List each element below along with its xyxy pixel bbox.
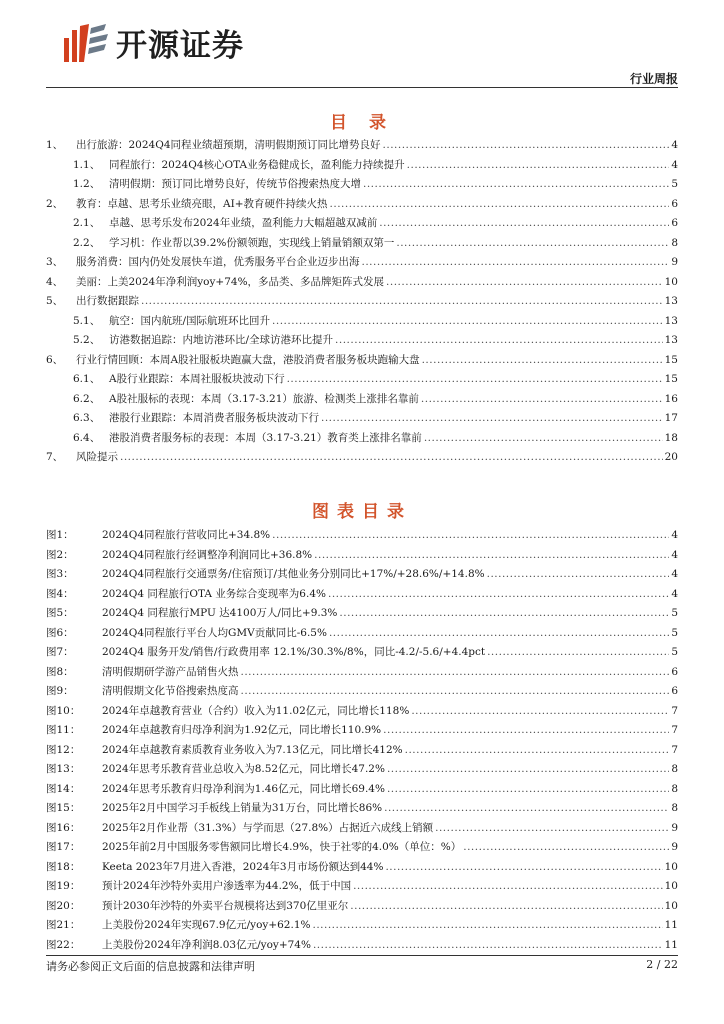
- entry-page: 4: [671, 158, 678, 171]
- entry-page: 8: [671, 802, 678, 814]
- entry-number: 1.1、: [73, 158, 101, 171]
- entry-page: 15: [664, 373, 678, 385]
- entry-title: 服务消费：国内仍处发展快车道，优秀服务平台企业迈步出海: [76, 256, 360, 268]
- kaiyuan-logo-icon: [62, 22, 110, 64]
- entry-title: 2024年思考乐教育营业总收入为8.52亿元，同比增长47.2%: [102, 763, 385, 775]
- entry-page: 13: [664, 334, 678, 346]
- dot-leader: [328, 588, 669, 600]
- entry-number: 图6：: [46, 626, 74, 639]
- page-indicator: 2 / 22: [646, 958, 678, 971]
- entry-title: 出行旅游：2024Q4同程业绩超预期，清明假期预订同比增势良好: [76, 139, 381, 151]
- entry-page: 8: [671, 236, 678, 249]
- entry-page: 10: [664, 860, 678, 873]
- entry-title: 卓越、思考乐发布2024年业绩，盈利能力大幅超越双减前: [109, 217, 378, 229]
- figure-entry[interactable]: [46, 937, 678, 957]
- entry-title: 上美股份2024年实现67.9亿元/yoy+62.1%: [102, 919, 311, 931]
- entry-title: 2024Q4 同程旅行MPU 达4100万人/同比+9.3%: [102, 607, 338, 619]
- toc-entry[interactable]: [46, 274, 678, 294]
- toc-title: 目 录: [330, 113, 394, 133]
- entry-number: 2.1、: [73, 217, 101, 229]
- entry-page: 20: [664, 451, 678, 463]
- dot-leader: [272, 315, 663, 327]
- figure-entry[interactable]: [46, 586, 678, 606]
- dot-leader: [384, 802, 669, 814]
- figure-entry[interactable]: [46, 547, 678, 567]
- toc-entry[interactable]: [46, 371, 678, 391]
- toc-entry[interactable]: [46, 157, 678, 177]
- entry-number: 图21：: [46, 919, 81, 931]
- entry-page: 8: [671, 782, 678, 795]
- toc-entry[interactable]: [46, 430, 678, 450]
- dot-leader: [435, 822, 669, 834]
- dot-leader: [396, 237, 669, 249]
- figure-entry[interactable]: [46, 644, 678, 664]
- entry-title: 2025年前2月中国服务零售额同比增长4.9%，快于社零的4.0%（单位：%）: [102, 841, 462, 853]
- figure-list-title: 图表目录: [312, 502, 412, 522]
- entry-title: Keeta 2023年7月进入香港，2024年3月市场份额达到44%: [102, 860, 384, 873]
- figure-entry[interactable]: [46, 722, 678, 742]
- entry-number: 图11：: [46, 724, 81, 736]
- footer-divider: [46, 955, 678, 956]
- dot-leader: [421, 393, 663, 405]
- entry-number: 图15：: [46, 802, 81, 814]
- entry-title: 教育：卓越、思考乐业绩亮眼，AI+教育硬件持续火热: [76, 197, 328, 210]
- entry-number: 图3：: [46, 568, 74, 580]
- toc-entry[interactable]: [46, 332, 678, 352]
- entry-number: 2、: [46, 197, 64, 210]
- dot-leader: [241, 685, 670, 697]
- entry-number: 6、: [46, 353, 64, 366]
- figure-entry[interactable]: [46, 761, 678, 781]
- entry-page: 10: [664, 275, 678, 288]
- figure-entry[interactable]: [46, 566, 678, 586]
- entry-title: 2024Q4同程旅行营收同比+34.8%: [102, 529, 271, 541]
- dot-leader: [339, 607, 669, 619]
- entry-title: 同程旅行：2024Q4核心OTA业务稳健成长，盈利能力持续提升: [109, 158, 405, 171]
- entry-title: A股社服标的表现：本周（3.17-3.21）旅游、检测类上涨排名靠前: [109, 392, 419, 405]
- entry-number: 6.2、: [73, 392, 101, 405]
- entry-number: 3、: [46, 256, 64, 268]
- entry-number: 图7：: [46, 646, 74, 658]
- entry-page: 4: [671, 548, 678, 561]
- entry-title: 预计2024年沙特外卖用户渗透率为44.2%，低于中国: [102, 880, 352, 892]
- table-of-contents: [46, 137, 678, 469]
- entry-number: 图18：: [46, 860, 81, 873]
- entry-page: 11: [664, 938, 678, 951]
- figure-list: [46, 527, 678, 956]
- entry-title: 2024Q4 服务开发/销售/行政费用率 12.1%/30.3%/8%，同比-4.2/-5.6/+4.4pct: [102, 646, 486, 658]
- toc-entry[interactable]: [46, 196, 678, 216]
- figure-entry[interactable]: [46, 839, 678, 859]
- dot-leader: [329, 627, 669, 639]
- entry-title: 2024Q4同程旅行交通票务/住宿预订/其他业务分别同比+17%/+28.6%/+14.8%: [102, 568, 485, 580]
- entry-page: 8: [671, 763, 678, 775]
- entry-page: 11: [664, 919, 678, 931]
- dot-leader: [463, 841, 669, 853]
- entry-number: 图17：: [46, 841, 81, 853]
- entry-page: 5: [671, 178, 678, 190]
- entry-page: 7: [671, 724, 678, 736]
- figure-entry[interactable]: [46, 800, 678, 820]
- dot-leader: [272, 529, 669, 541]
- figure-entry[interactable]: [46, 781, 678, 801]
- entry-title: 2024年卓越教育归母净利润为1.92亿元，同比增长110.9%: [102, 724, 382, 736]
- entry-title: 2024年思考乐教育归母净利润为1.46亿元，同比增长69.4%: [102, 782, 385, 795]
- dot-leader: [385, 861, 662, 873]
- dot-leader: [411, 705, 669, 717]
- dot-leader: [422, 354, 663, 366]
- entry-title: 2025年2月作业帮（31.3%）与学而思（27.8%）占据近六成线上销额: [102, 821, 434, 834]
- dot-leader: [363, 178, 669, 190]
- entry-page: 9: [671, 821, 678, 834]
- entry-title: 2024Q4同程旅行平台人均GMV贡献同比-6.5%: [102, 626, 327, 639]
- entry-number: 2.2、: [73, 236, 101, 249]
- dot-leader: [383, 139, 670, 151]
- entry-page: 4: [671, 568, 678, 580]
- entry-page: 4: [671, 139, 678, 151]
- dot-leader: [405, 744, 670, 756]
- toc-entry[interactable]: [46, 391, 678, 411]
- figure-entry[interactable]: [46, 703, 678, 723]
- entry-page: 13: [664, 314, 678, 327]
- entry-title: 清明假期研学游产品销售火热: [102, 665, 239, 678]
- entry-title: 行业行情回顾：本周A股社服板块跑赢大盘，港股消费者服务板块跑输大盘: [76, 353, 420, 366]
- dot-leader: [330, 198, 670, 210]
- entry-title: 清明假期：预订同比增势良好，传统节俗搜索热度大增: [109, 178, 361, 190]
- entry-number: 1、: [46, 139, 64, 151]
- entry-number: 5.2、: [73, 334, 101, 346]
- figure-entry[interactable]: [46, 527, 678, 547]
- entry-title: 港股行业跟踪：本周消费者服务板块波动下行: [109, 412, 319, 424]
- dot-leader: [407, 159, 670, 171]
- dot-leader: [387, 763, 669, 775]
- dot-leader: [353, 880, 663, 892]
- figure-entry[interactable]: [46, 878, 678, 898]
- toc-entry[interactable]: [46, 254, 678, 274]
- dot-leader: [141, 295, 663, 307]
- entry-title: 预计2030年沙特的外卖平台规模将达到370亿里亚尔: [102, 899, 349, 912]
- dot-leader: [487, 568, 670, 580]
- figure-entry[interactable]: [46, 742, 678, 762]
- entry-page: 5: [671, 607, 678, 619]
- figure-entry[interactable]: [46, 605, 678, 625]
- entry-page: 7: [671, 743, 678, 756]
- entry-page: 4: [671, 529, 678, 541]
- entry-page: 6: [671, 197, 678, 210]
- entry-page: 9: [671, 841, 678, 853]
- entry-page: 6: [671, 685, 678, 697]
- entry-title: 学习机：作业帮以39.2%份额领跑，实现线上销量销额双第一: [109, 236, 395, 249]
- page-header: [0, 0, 724, 92]
- entry-page: 4: [671, 587, 678, 600]
- entry-number: 6.1、: [73, 373, 101, 385]
- dot-leader: [241, 666, 670, 678]
- entry-page: 7: [671, 704, 678, 717]
- entry-title: 上美股份2024年净利润8.03亿元/yoy+74%: [102, 938, 311, 951]
- dot-leader: [386, 276, 663, 288]
- entry-number: 5、: [46, 295, 64, 307]
- entry-page: 17: [664, 412, 678, 424]
- entry-title: 2025年2月中国学习手板线上销量为31万台，同比增长86%: [102, 802, 383, 814]
- entry-title: 风险提示: [76, 451, 118, 463]
- entry-page: 10: [664, 880, 678, 892]
- entry-title: 美丽：上美2024年净利润yoy+74%，多品类、多品牌矩阵式发展: [76, 275, 385, 288]
- entry-title: 2024年卓越教育素质教育业务收入为7.13亿元，同比增长412%: [102, 743, 403, 756]
- entry-number: 图19：: [46, 880, 81, 892]
- dot-leader: [287, 373, 663, 385]
- toc-entry[interactable]: [46, 293, 678, 313]
- entry-page: 16: [664, 392, 678, 405]
- dot-leader: [387, 783, 669, 795]
- dot-leader: [383, 724, 669, 736]
- entry-number: 图13：: [46, 763, 81, 775]
- entry-number: 6.3、: [73, 412, 101, 424]
- company-name: 开源证券: [116, 28, 244, 64]
- dot-leader: [314, 549, 669, 561]
- figure-entry[interactable]: [46, 859, 678, 879]
- dot-leader: [120, 451, 663, 463]
- footer-disclaimer: 请务必参阅正文后面的信息披露和法律声明: [46, 960, 255, 973]
- toc-entry[interactable]: [46, 137, 678, 157]
- dot-leader: [321, 412, 663, 424]
- entry-page: 15: [664, 353, 678, 366]
- entry-number: 图14：: [46, 782, 81, 795]
- entry-number: 图8：: [46, 665, 74, 678]
- entry-page: 5: [671, 646, 678, 658]
- dot-leader: [313, 939, 663, 951]
- entry-number: 4、: [46, 275, 64, 288]
- entry-page: 13: [664, 295, 678, 307]
- dot-leader: [424, 432, 663, 444]
- figure-entry[interactable]: [46, 898, 678, 918]
- entry-page: 6: [671, 217, 678, 229]
- entry-number: 图10：: [46, 704, 81, 717]
- dot-leader: [379, 217, 669, 229]
- entry-number: 图1：: [46, 529, 74, 541]
- entry-title: 出行数据跟踪: [76, 295, 139, 307]
- dot-leader: [487, 646, 669, 658]
- report-type-label: 行业周报: [629, 72, 678, 86]
- entry-title: 2024Q4 同程旅行OTA 业务综合变现率为6.4%: [102, 587, 326, 600]
- entry-number: 图5：: [46, 607, 74, 619]
- entry-number: 图2：: [46, 548, 74, 561]
- figure-entry[interactable]: [46, 683, 678, 703]
- dot-leader: [362, 256, 670, 268]
- figure-entry[interactable]: [46, 664, 678, 684]
- entry-page: 6: [671, 665, 678, 678]
- toc-entry[interactable]: [46, 215, 678, 235]
- entry-title: 清明假期文化节俗搜索热度高: [102, 685, 239, 697]
- dot-leader: [312, 919, 662, 931]
- entry-number: 7、: [46, 451, 64, 463]
- entry-title: 2024Q4同程旅行经调整净利润同比+36.8%: [102, 548, 313, 561]
- entry-number: 图16：: [46, 821, 81, 834]
- entry-page: 5: [671, 626, 678, 639]
- entry-number: 图12：: [46, 743, 81, 756]
- dot-leader: [350, 900, 662, 912]
- toc-entry[interactable]: [46, 313, 678, 333]
- entry-number: 图22：: [46, 938, 81, 951]
- figure-entry[interactable]: [46, 820, 678, 840]
- toc-entry[interactable]: [46, 352, 678, 372]
- toc-entry[interactable]: [46, 176, 678, 196]
- toc-entry[interactable]: [46, 449, 678, 469]
- entry-number: 5.1、: [73, 314, 101, 327]
- entry-number: 6.4、: [73, 431, 101, 444]
- entry-title: A股行业跟踪：本周社服板块波动下行: [109, 373, 285, 385]
- entry-number: 图9：: [46, 685, 74, 697]
- entry-title: 访港数据追踪：内地访港环比/全球访港环比提升: [109, 334, 334, 346]
- entry-title: 2024年卓越教育营业（合约）收入为11.02亿元，同比增长118%: [102, 704, 410, 717]
- entry-page: 10: [664, 899, 678, 912]
- toc-entry[interactable]: [46, 235, 678, 255]
- entry-title: 航空：国内航班/国际航班环比回升: [109, 314, 271, 327]
- entry-page: 18: [664, 431, 678, 444]
- toc-entry[interactable]: [46, 410, 678, 430]
- figure-entry[interactable]: [46, 625, 678, 645]
- dot-leader: [335, 334, 663, 346]
- entry-title: 港股消费者服务标的表现：本周（3.17-3.21）教育类上涨排名靠前: [109, 431, 422, 444]
- entry-number: 1.2、: [73, 178, 101, 190]
- entry-page: 9: [671, 256, 678, 268]
- entry-number: 图20：: [46, 899, 81, 912]
- entry-number: 图4：: [46, 587, 74, 600]
- figure-entry[interactable]: [46, 917, 678, 937]
- header-divider: [46, 87, 678, 88]
